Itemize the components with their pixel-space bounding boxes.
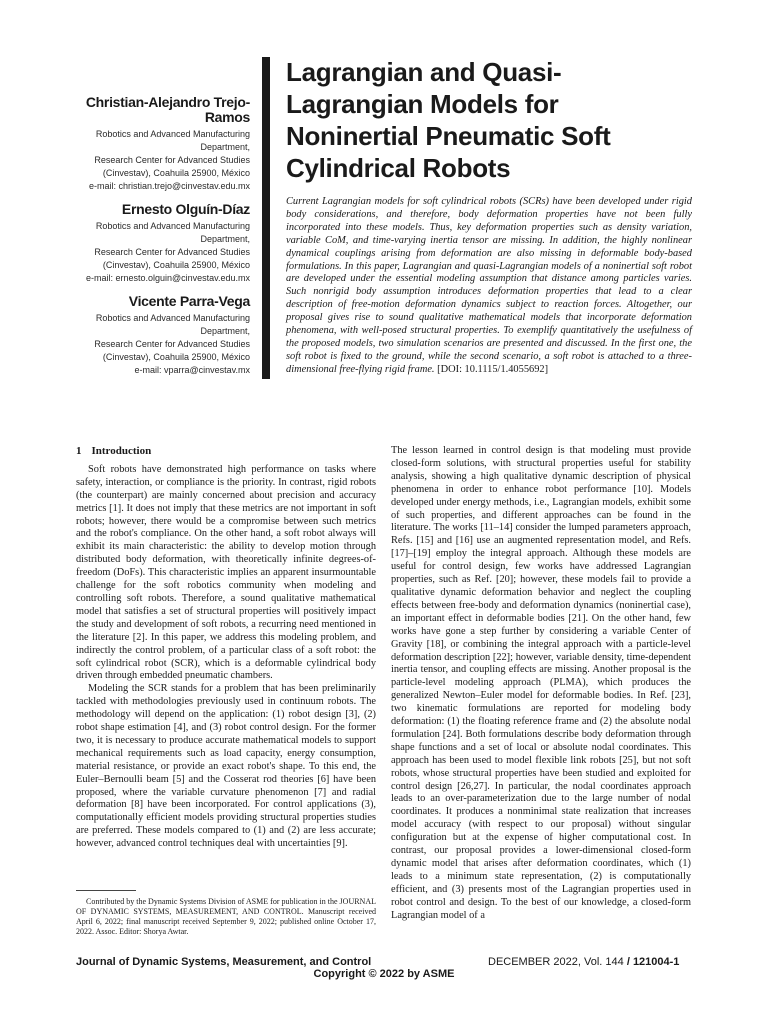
author-name: Ernesto Olguín-Díaz bbox=[121, 201, 250, 217]
footer-issue: DECEMBER 2022, Vol. 144 bbox=[488, 956, 624, 968]
body-column-right bbox=[391, 445, 691, 923]
body-paragraph: Modeling the SCR stands for a problem that has been preliminarily tackled with methodologies previously used in continuum robots. The methodology will depend on the application: (1) robot design [3], (2) robot shape estimation [4], and (3) robot control design. For the former two, it is necessary to produce accurate mathematical models to support mechanical requirements such as load capacity, energy consumption, material resistance, or provide an exact robot's shape. To this end, the Euler–Bernoulli beam [5] and the Cosserat rod theories [6] have been proposed, where the variable curvature phenomenon [7] and radial deformation [8] have been incorporated. For control applications (3), computationally efficient models providing structural properties studies are preferred. These models compared to (1) and (2) are less accurate; however, advanced control techniques deal with uncertainties [9]. bbox=[76, 683, 376, 850]
abstract-text: Current Lagrangian models for soft cylindrical robots (SCRs) have been developed under rigid body considerations, and therefore, body deformation properties have not been fully incorporated into these models. Thus, key deformation properties such as density variation, variable CoM, and time-varying inertia tensor are missing. In addition, the highly nonlinear dynamical couplings arising from deformation are also missing in deformable body-based formulations. In this paper, Lagrangian and quasi-Lagrangian models of a noninertial soft robot are developed under the essential modeling assumption that distance among particles varies. Such nonrigid body assumption introduces deformation properties that lead to a clear description of free-motion deformation dynamics subject to reaction forces. Altogether, our proposal gives rise to sound qualitative mathematical models that incorporate deformation phenomena, with well-posed structural properties. To exemplify quantitatively the usefulness of the proposed models, two simulation scenarios are presented and discussed. In the first one, the soft robot is fixed to the ground, while the second scenario, a soft robot is attached to a three-dimensional free-flying rigid frame. bbox=[286, 196, 692, 375]
footnote: Contributed by the Dynamic Systems Division of ASME for publication in the JOURNAL OF DYNAMIC SYSTEMS, MEASUREMENT, AND CONTROL. Manuscript received April 6, 2022; final manuscript received September 9, 2022; published online October 17, 2022. Assoc. Editor: Shorya Awtar. bbox=[76, 897, 376, 936]
footer-copyright: Copyright © 2022 by ASME bbox=[313, 968, 455, 980]
body-paragraph: The lesson learned in control design is that modeling must provide closed-form solutions, with structural properties useful for stability analysis, showing a high qualitative dynamic description of physical phenomena in order to enhance robot performance [10]. Models developed under energy methods, i.e., Lagrangian models, exhibit some of such properties, and different approaches can be found in the literature. The works [11–14] consider the lumped parameters approach, Refs. [15] and [16] use an augmented representation model, and Refs. [17]–[19] employ the integral approach. Although these models are useful for control design, few works have addressed Lagrangian properties, such as Ref. [20]; however, these models fail to provide a qualitative dynamic deformation behavior and neglect the coupling effects between free-body and deformation dynamics (noninertial case), an important effect in deformable bodies [21]. On the other hand, few works have gone a step further by considering a variable Center of Gravity [18], or combining the integral approach with a particle-level deformation description [22]; however, variable density, time-dependent inertia tensor, and coupling effects are missing. Another proposal is the particle-level modeling approach (PLMA), which produces the generalized Newton–Euler model for deformable bodies. In Ref. [23], two kinematic formulations are reported for modeling body deformation: (1) the floating reference frame and (2) the absolute nodal formulation [24]. Both formulations describe body deformation through shape functions and a set of local or absolute nodal coordinates. This approach has been used to model flexible link robots [25], but not soft robots, whose structural properties have been studied and exploited for control design [26,27]. In particular, the nodal coordinates approach leads to an over-parameterization due to the large number of nodal coordinates. It produces a nonminimal state realization that increases model accuracy (with respect to our proposal) without singular configuration but at the expense of higher computational cost. In contrast, our proposal provides a lower-dimensional closed-form dynamic model that arises after deformation coordinates, which (1) leads to a minimum state representation, (2) is computationally efficient, and (3) presents most of the Lagrangian properties used in robot control and design. To the best of our knowledge, a closed-form Lagrangian model of a bbox=[391, 445, 691, 921]
section-number: 1 bbox=[76, 445, 82, 457]
author-affiliation: Robotics and Advanced Manufacturing Department, Research Center for Advanced Studies (Cinvestav), Coahuila 25900, México e-mail: christian.trejo@cinvestav.edu.mx bbox=[88, 129, 250, 191]
author-affiliation: Robotics and Advanced Manufacturing Department, Research Center for Advanced Studies (Cinvestav), Coahuila 25900, México e-mail: vparra@cinvestav.mx bbox=[94, 313, 250, 375]
body-column-left bbox=[76, 445, 376, 851]
footer-issue-info bbox=[488, 956, 679, 968]
author-affiliation: Robotics and Advanced Manufacturing Department, Research Center for Advanced Studies (Cinvestav), Coahuila 25900, México e-mail: ernesto.olguin@cinvestav.edu.mx bbox=[85, 221, 250, 283]
section-heading bbox=[76, 445, 376, 458]
footer-page-number: 121004-1 bbox=[632, 956, 680, 968]
abstract bbox=[286, 196, 692, 377]
author-list bbox=[40, 95, 250, 386]
footer-separator: / bbox=[626, 956, 630, 968]
footer-journal: Journal of Dynamic Systems, Measurement, and Control bbox=[76, 956, 372, 968]
section-title: Introduction bbox=[91, 445, 152, 457]
body-paragraph: Soft robots have demonstrated high performance on tasks where safety, interaction, or compliance is the priority. In contrast, rigid robots (the counterpart) are mainly concerned about precision and accuracy metrics [1]. It does not imply that these metrics are not important in soft robots; however, there would be a compromise between such metrics and the robot's compliance. On the other hand, a soft robot always will exhibit its main characteristic: the ability to develop motion through distributed body deformation, with theoretically infinite degrees-of-freedom (DoFs). This characteristic implies an apparent insurmountable challenge for the soft robotics community when modeling and controlling soft robots. Therefore, a sound qualitative mathematical model that satisfies a set of structural properties will positively impact the study and development of soft robots, a recurring need mentioned in the literature [2]. In this paper, we address this modeling problem, and indirectly the control problem, of a particular class of a soft robot: the soft cylindrical robot (SCR), which is a deformable cylindrical body driven through embedded pneumatic chambers. bbox=[76, 463, 376, 682]
author-block bbox=[40, 294, 250, 377]
title-accent-bar bbox=[262, 57, 270, 379]
author-name: Christian-Alejandro Trejo- Ramos bbox=[85, 94, 250, 125]
paper-title: Lagrangian and Quasi- Lagrangian Models for Noninertial Pneumatic Soft Cylindrical Robots bbox=[286, 57, 611, 183]
footnote-divider bbox=[76, 890, 136, 891]
doi-link[interactable]: [DOI: 10.1115/1.4055692] bbox=[437, 363, 549, 375]
author-name: Vicente Parra-Vega bbox=[128, 293, 250, 309]
author-block bbox=[40, 202, 250, 285]
author-block bbox=[40, 95, 250, 193]
